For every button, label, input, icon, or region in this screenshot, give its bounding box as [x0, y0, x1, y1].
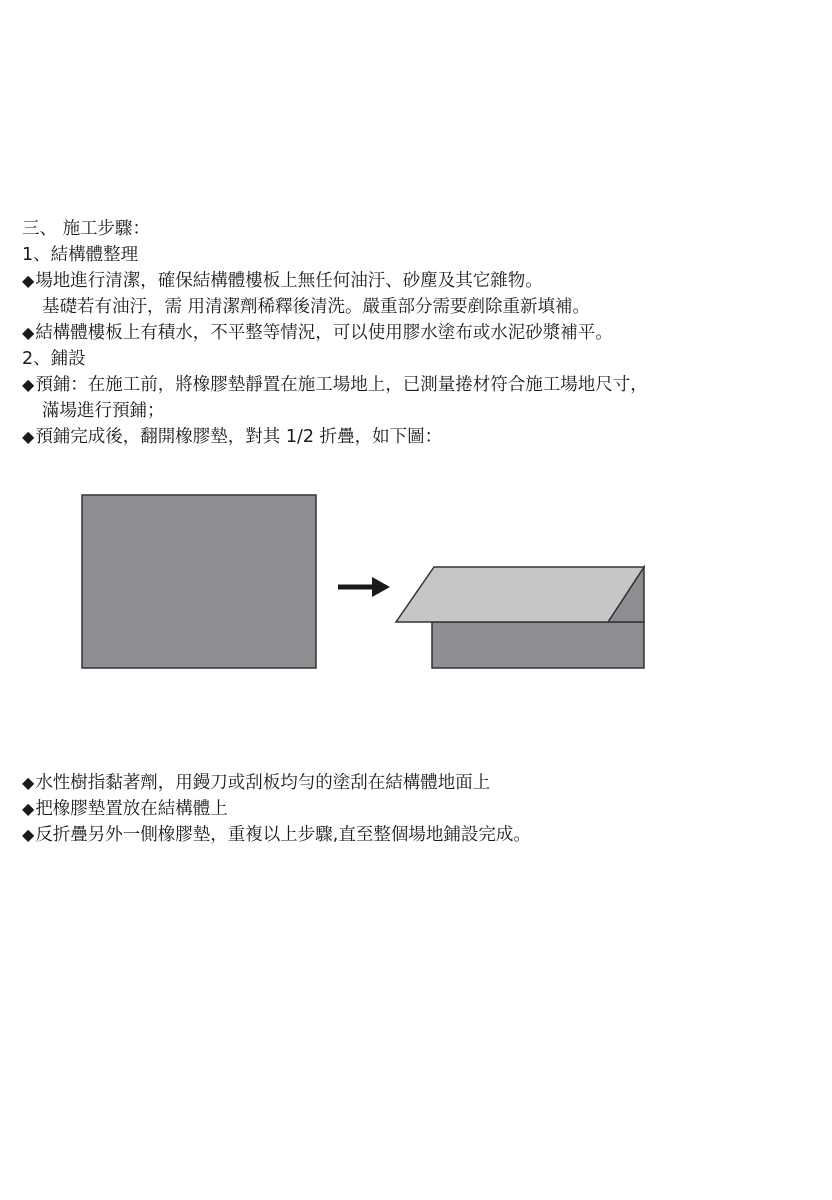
- diamond-bullet-icon: ◆: [22, 773, 35, 792]
- final-bullet3-text: 反折疊另外一側橡膠墊，重複以上步驟,直至整個場地鋪設完成。: [35, 825, 531, 845]
- step1-bullet1-text: 場地進行清潔，確保結構體樓板上無任何油汙、砂塵及其它雜物。: [35, 271, 543, 291]
- final-bullet2: [22, 796, 228, 822]
- flat-mat-illustration: [82, 495, 316, 668]
- diamond-bullet-icon: ◆: [22, 427, 35, 446]
- step1-heading: 1、結構體整理: [22, 245, 139, 265]
- final-bullet2-text: 把橡膠墊置放在結構體上: [35, 799, 228, 819]
- diamond-bullet-icon: ◆: [22, 271, 35, 290]
- final-bullet1-text: 水性樹指黏著劑，用鏝刀或刮板均勻的塗刮在結構體地面上: [35, 773, 491, 793]
- diamond-bullet-icon: ◆: [22, 375, 35, 394]
- folded-mat-illustration: [396, 567, 644, 668]
- step2-bullet2-text: 預鋪完成後，翻開橡膠墊，對其 1/2 折疊，如下圖：: [35, 427, 443, 447]
- final-bullet1: [22, 770, 490, 796]
- step1-bullet1-continuation: 基礎若有油汙，需 用清潔劑稀釋後清洗。嚴重部分需要剷除重新填補。: [42, 297, 591, 317]
- folded-mat-top-half: [396, 567, 644, 622]
- diamond-bullet-icon: ◆: [22, 799, 35, 818]
- step1-bullet2-text: 結構體樓板上有積水，不平整等情況，可以使用膠水塗布或水泥砂漿補平。: [35, 323, 613, 343]
- step2-heading: 2、鋪設: [22, 349, 86, 369]
- section-title: 三、 施工步驟：: [22, 219, 151, 239]
- arrow-right-icon: [338, 577, 390, 597]
- step2-bullet1-continuation: 滿場進行預鋪；: [42, 401, 165, 421]
- step2-bullet1-text: 預鋪：在施工前，將橡膠墊靜置在施工場地上，已測量捲材符合施工場地尺寸，: [35, 375, 648, 395]
- diamond-bullet-icon: ◆: [22, 323, 35, 342]
- folded-mat-bottom-half: [432, 622, 644, 668]
- diamond-bullet-icon: ◆: [22, 825, 35, 844]
- final-bullet3: [22, 822, 531, 848]
